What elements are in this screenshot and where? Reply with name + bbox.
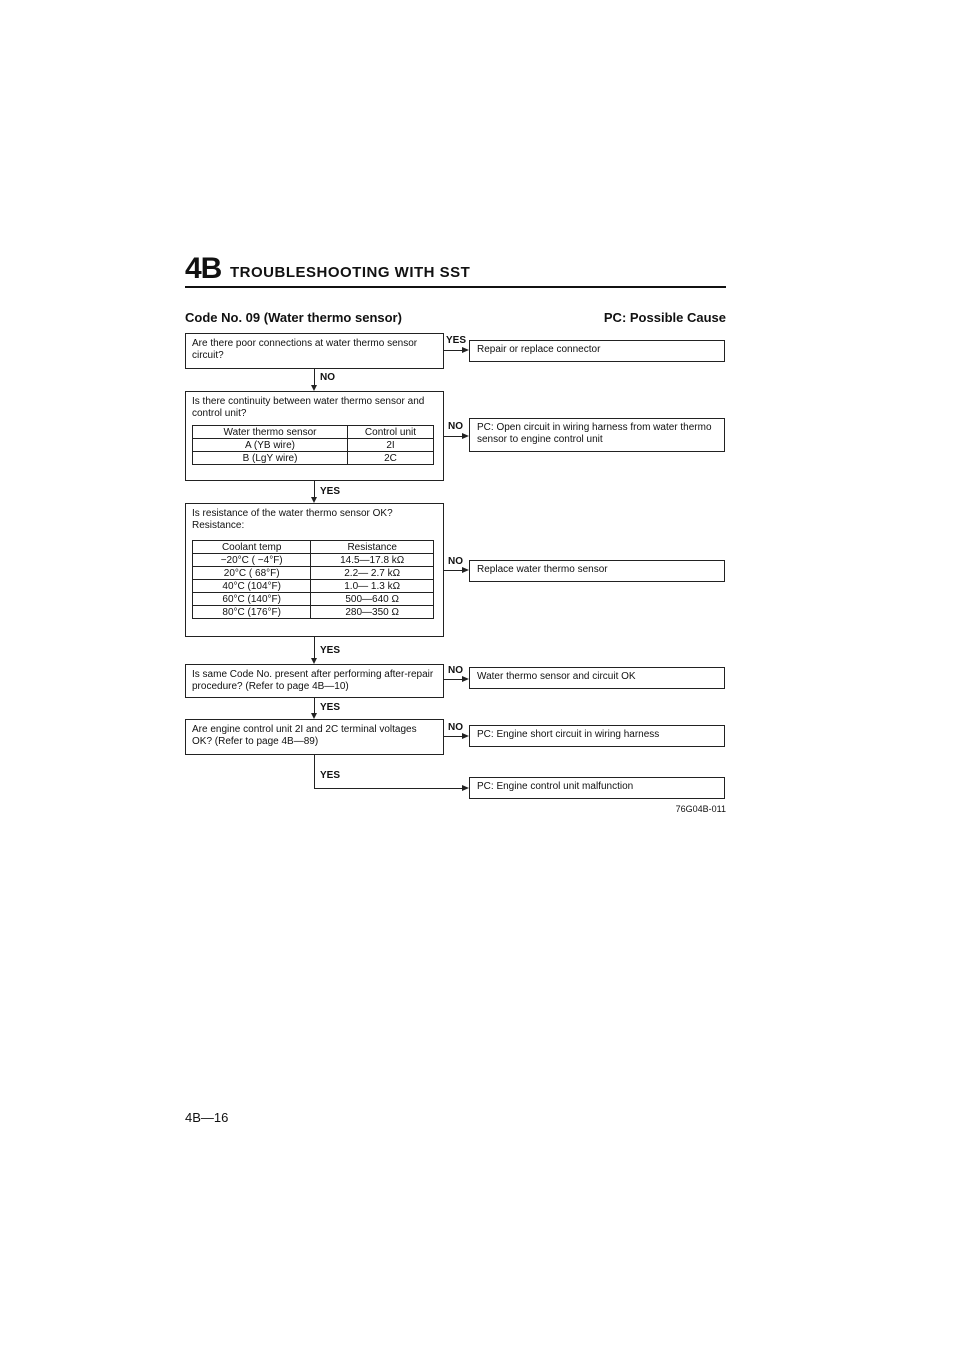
figure-id: 76G04B-011: [675, 804, 726, 814]
table-cell: 1.0— 1.3 kΩ: [311, 580, 434, 593]
table-cell: 40°C (104°F): [193, 580, 311, 593]
table-cell: 2C: [348, 452, 434, 465]
flow-label: YES: [320, 770, 341, 781]
section-number: 4B: [185, 252, 222, 285]
section-title: TROUBLESHOOTING WITH SST: [230, 264, 471, 281]
branch-label: YES: [446, 335, 467, 346]
table-header: Resistance: [311, 541, 434, 554]
connector-line: [314, 755, 315, 788]
arrow-right-icon: [462, 733, 469, 739]
question-box: [185, 719, 444, 755]
table-cell: 280—350 Ω: [311, 606, 434, 619]
flow-label: YES: [320, 645, 341, 656]
table-cell: 14.5—17.8 kΩ: [311, 554, 434, 567]
flow-label: NO: [320, 372, 335, 383]
final-result-text: PC: Engine control unit malfunction: [477, 781, 634, 792]
branch-label: NO: [448, 665, 463, 676]
result-box: [469, 667, 725, 689]
header-rule: [185, 286, 726, 288]
arrow-right-icon: [462, 785, 469, 791]
branch-label: NO: [448, 722, 463, 733]
question-text: Is same Code No. present after performing after-repair procedure? (Refer to page 4B—10): [192, 669, 434, 692]
question-box: [185, 333, 444, 369]
connector-line: [314, 788, 464, 789]
table-cell: 60°C (140°F): [193, 593, 311, 606]
table-cell: 2.2— 2.7 kΩ: [311, 567, 434, 580]
table-cell: A (YB wire): [193, 439, 348, 452]
question-box: [185, 664, 444, 698]
result-box: [469, 560, 725, 582]
arrow-right-icon: [462, 433, 469, 439]
connector-line: [444, 436, 464, 437]
code-title: Code No. 09 (Water thermo sensor): [185, 310, 402, 325]
table-header: Water thermo sensor: [193, 426, 348, 439]
table-cell: 20°C ( 68°F): [193, 567, 311, 580]
connector-line: [444, 350, 464, 351]
result-text: PC: Engine short circuit in wiring harness: [477, 729, 660, 740]
table-cell: 2I: [348, 439, 434, 452]
result-box: [469, 725, 725, 747]
table-cell: B (LgY wire): [193, 452, 348, 465]
branch-label: NO: [448, 556, 463, 567]
flow-label: YES: [320, 486, 341, 497]
pc-legend: PC: Possible Cause: [603, 310, 726, 325]
result-text: Replace water thermo sensor: [477, 564, 608, 575]
result-text: PC: Open circuit in wiring harness from water thermo sensor to engine control unit: [477, 422, 712, 445]
connector-line: [444, 679, 464, 680]
arrow-right-icon: [462, 347, 469, 353]
result-text: Water thermo sensor and circuit OK: [477, 671, 636, 682]
page-number: 4B—16: [185, 1110, 229, 1125]
table-cell: 500—640 Ω: [311, 593, 434, 606]
result-box: [469, 418, 725, 452]
table-cell: −20°C ( −4°F): [193, 554, 311, 567]
arrow-right-icon: [462, 567, 469, 573]
question-text: Is there continuity between water thermo sensor and control unit?: [192, 396, 425, 419]
question-text: Are there poor connections at water thermo sensor circuit?: [192, 338, 418, 361]
connector-line: [314, 637, 315, 660]
connector-line: [314, 369, 315, 386]
result-box: [469, 340, 725, 362]
table-header: Coolant temp: [193, 541, 311, 554]
result-text: Repair or replace connector: [477, 344, 601, 355]
result-box: [469, 777, 725, 799]
question-text: Is resistance of the water thermo sensor OK? Resistance:: [192, 508, 393, 531]
continuity-table: [192, 425, 434, 465]
table-cell: 80°C (176°F): [193, 606, 311, 619]
connector-line: [444, 570, 464, 571]
arrow-right-icon: [462, 676, 469, 682]
resistance-table: [192, 540, 434, 619]
question-text: Are engine control unit 2I and 2C terminal voltages OK? (Refer to page 4B—89): [192, 724, 417, 747]
table-header: Control unit: [348, 426, 434, 439]
branch-label: NO: [448, 421, 463, 432]
flow-label: YES: [320, 702, 341, 713]
connector-line: [444, 736, 464, 737]
